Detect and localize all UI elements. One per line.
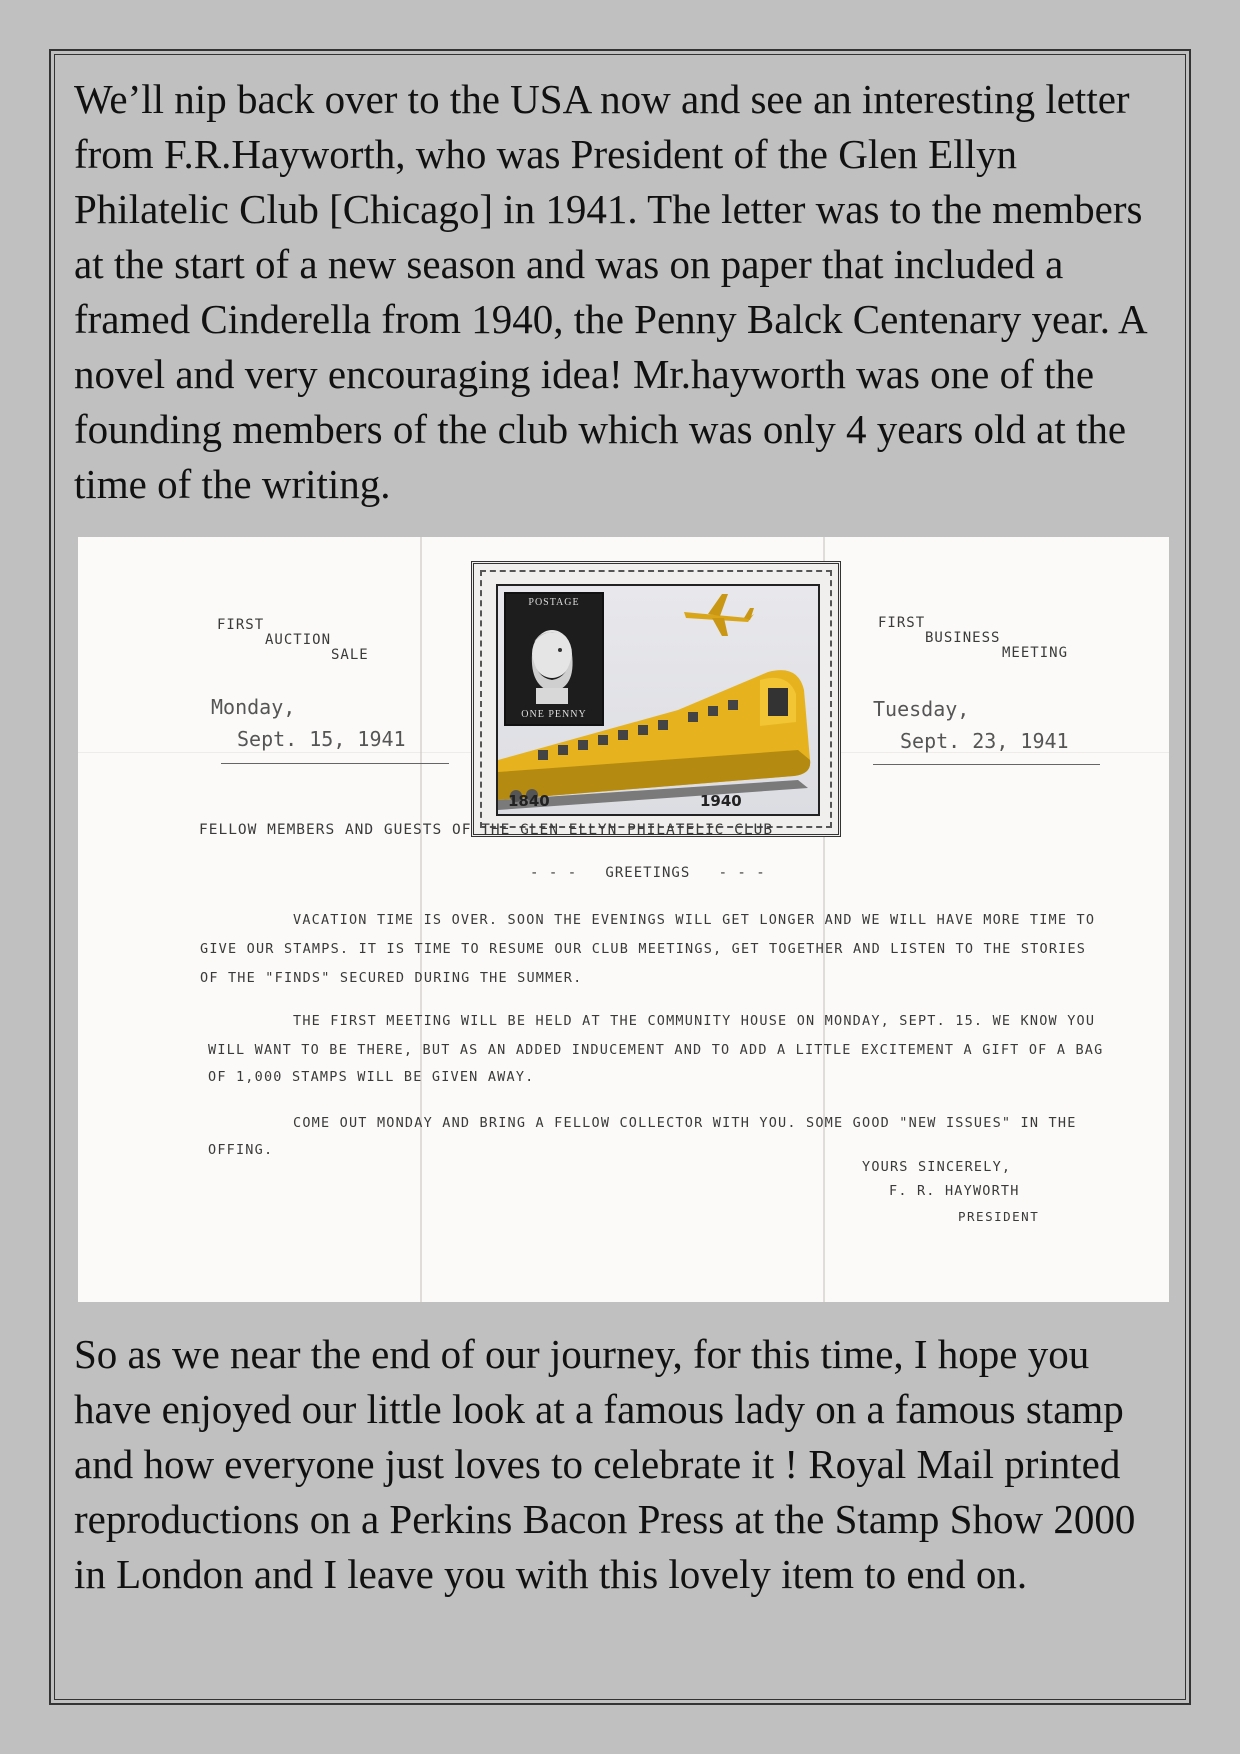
right-date: Sept. 23, 1941 xyxy=(900,729,1069,753)
left-date-day: Monday, xyxy=(211,695,296,719)
body-line: OF 1,000 STAMPS WILL BE GIVEN AWAY. xyxy=(208,1069,535,1085)
airplane-icon xyxy=(678,590,758,640)
right-date-rule xyxy=(873,764,1100,765)
label-year-right: 1940 xyxy=(700,792,742,810)
outro-paragraph: So as we near the end of our journey, for this time, I hope you have enjoyed our little look at a famous lady on a famous stamp and how everyone just loves to celebrate it ! Royal Mail printed reproductions on a Perkins Bacon Press at the Stamp Show 2000 in London and I leave you with this lovely item to end on. xyxy=(74,1331,1136,1597)
right-heading-line: MEETING xyxy=(1002,645,1069,661)
body-line: WILL WANT TO BE THERE, BUT AS AN ADDED INDUCEMENT AND TO ADD A LITTLE EXCITEMENT A GIFT OF A BAG xyxy=(208,1042,1104,1058)
label-year-left: 1840 xyxy=(508,792,550,810)
streamlined-train-icon xyxy=(498,650,818,810)
right-date-day: Tuesday, xyxy=(873,697,970,721)
left-heading-line: FIRST xyxy=(217,617,265,633)
right-heading-line: BUSINESS xyxy=(925,630,1001,646)
left-date-rule xyxy=(221,763,449,764)
signature-name: F. R. HAYWORTH xyxy=(889,1183,1020,1199)
intro-paragraph: We’ll nip back over to the USA now and see an interesting letter from F.R.Hayworth, who was President of the Glen Ellyn Philatelic Club [Chicago] in 1941. The letter was to the members at the start of a new season and was on paper that included a framed Cinderella from 1940, the Penny Balck Centenary year. A novel and very encouraging idea! Mr.hayworth was one of the founding members of the club which was only 4 years old at the time of the writing. xyxy=(74,76,1146,507)
body-line: OF THE "FINDS" SECURED DURING THE SUMMER. xyxy=(200,970,583,986)
greetings: - - - GREETINGS - - - xyxy=(530,865,766,881)
body-line: COME OUT MONDAY AND BRING A FELLOW COLLECTOR WITH YOU. SOME GOOD "NEW ISSUES" IN THE xyxy=(293,1115,1077,1131)
body-line: VACATION TIME IS OVER. SOON THE EVENINGS WILL GET LONGER AND WE WILL HAVE MORE TIME TO xyxy=(293,912,1096,928)
salutation: FELLOW MEMBERS AND GUESTS OF THE GLEN ELLYN PHILATELIC CLUB xyxy=(199,822,774,838)
right-heading-line: FIRST xyxy=(878,615,926,631)
stamp-value-text: ONE PENNY xyxy=(521,709,587,720)
cinderella-label xyxy=(471,561,841,837)
body-line: THE FIRST MEETING WILL BE HELD AT THE COMMUNITY HOUSE ON MONDAY, SEPT. 15. WE KNOW YOU xyxy=(293,1013,1096,1029)
body-line: OFFING. xyxy=(208,1142,274,1158)
closing: YOURS SINCERELY, xyxy=(862,1159,1012,1175)
left-heading-line: SALE xyxy=(331,647,369,663)
club-letter-image xyxy=(78,537,1169,1302)
left-heading-line: AUCTION xyxy=(265,632,332,648)
label-artwork xyxy=(496,584,820,816)
left-date: Sept. 15, 1941 xyxy=(237,727,406,751)
stamp-postage-text: POSTAGE xyxy=(528,597,580,608)
body-line: GIVE OUR STAMPS. IT IS TIME TO RESUME OUR CLUB MEETINGS, GET TOGETHER AND LISTEN TO THE STORIES xyxy=(200,941,1087,957)
signature-title: PRESIDENT xyxy=(958,1209,1040,1224)
